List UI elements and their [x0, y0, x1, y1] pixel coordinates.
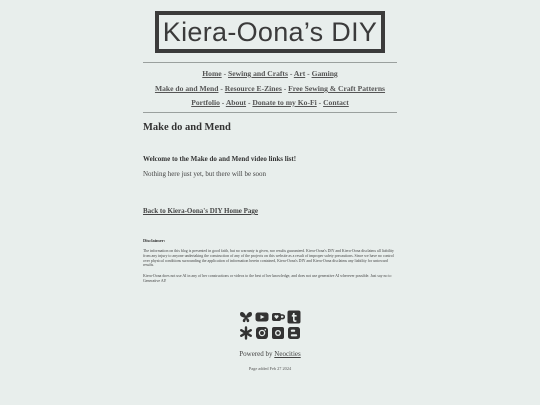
nav-row-3: Portfolio - About - Donate to my Ko-Fi - Contact [191, 98, 349, 107]
back-home-link[interactable]: Back to Kiera-Oona's DIY Home Page [143, 207, 259, 215]
nav-link-home[interactable]: Home [202, 69, 222, 78]
divider-top [143, 62, 397, 63]
youtube-icon[interactable] [255, 310, 269, 324]
page-added-date: Page added Feb 27 2024 [248, 366, 292, 371]
disclaimer-paragraph-2: Kiera-Oona does not use AI in any of her constructions or videos to the best of her knowledge, and does not use generative AI wherever possible. Just say no to Generative AI! [143, 274, 392, 283]
nav-link-gaming[interactable]: Gaming [311, 69, 338, 78]
nav-link-resource-ezines[interactable]: Resource E-Zines [224, 84, 282, 93]
nav-row-2: Make do and Mend - Resource E-Zines - Free Sewing & Craft Patterns [154, 84, 386, 93]
neocities-link[interactable]: Neocities [274, 350, 301, 358]
social-icons [238, 310, 302, 342]
nav-link-contact[interactable]: Contact [323, 98, 349, 107]
asterisk-icon[interactable] [239, 326, 253, 340]
nav-link-free-patterns[interactable]: Free Sewing & Craft Patterns [288, 84, 386, 93]
nav-link-about[interactable]: About [225, 98, 247, 107]
kofi-icon[interactable] [271, 310, 285, 324]
divider-bottom [143, 112, 397, 113]
blogger-icon[interactable] [287, 326, 301, 340]
tumblr-icon[interactable] [287, 310, 301, 324]
disclaimer-paragraph-1: The information on this blog is presented in good faith, but no warranty is given, nor results guaranteed. Kiera-Oona's DIY and Kiera-Oona disclaims all liability from any injury to anyone undertaking the construction of any of the projects on this website as a result of improper safety precautions. Since we have no control over physical conditions surrounding the application of information herein contained, Kiera-Oona's DIY and Kiera-Oona disclaims any liability for untoward results. [143, 249, 394, 268]
page-title: Make do and Mend [143, 122, 231, 133]
powered-by: Powered by Neocities [239, 350, 301, 358]
butterfly-icon[interactable] [239, 310, 253, 324]
site-logo-text: Kiera-Oona’s DIY [162, 16, 378, 47]
disclaimer-title: Disclaimer: [143, 238, 166, 243]
camera-icon[interactable] [271, 326, 285, 340]
nav-link-make-do-mend[interactable]: Make do and Mend [154, 84, 219, 93]
nav-link-kofi[interactable]: Donate to my Ko-Fi [252, 98, 317, 107]
welcome-heading: Welcome to the Make do and Mend video links list! [143, 155, 297, 163]
instagram-icon[interactable] [255, 326, 269, 340]
nav-link-art[interactable]: Art [293, 69, 306, 78]
site-logo[interactable] [155, 11, 385, 53]
empty-notice: Nothing here just yet, but there will be soon [143, 170, 267, 178]
nav-link-sewing-crafts[interactable]: Sewing and Crafts [228, 69, 288, 78]
nav-row-1: Home - Sewing and Crafts - Art - Gaming [202, 69, 338, 78]
nav-link-portfolio[interactable]: Portfolio [191, 98, 220, 107]
